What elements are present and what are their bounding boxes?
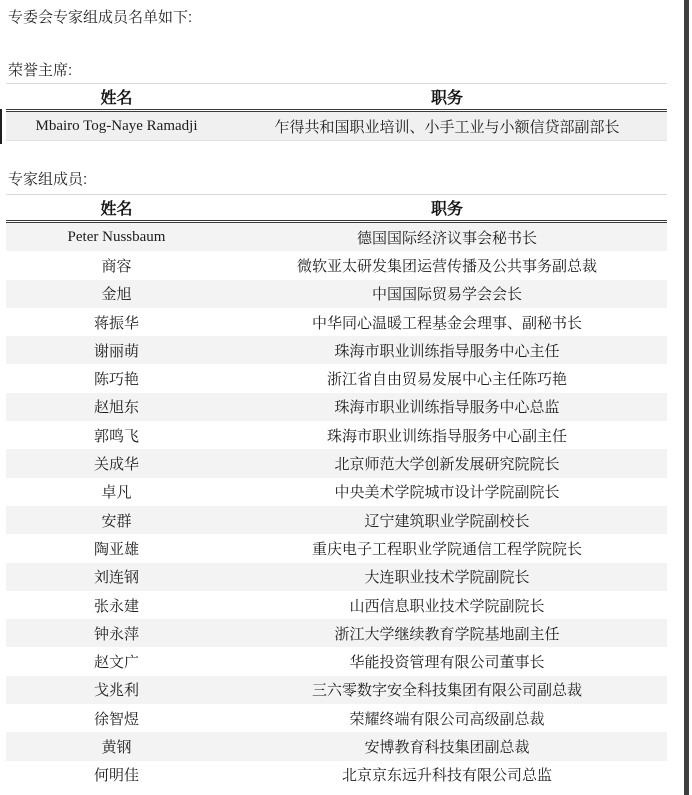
member-title: 浙江大学继续教育学院基地副主任 bbox=[334, 626, 560, 643]
member-name: Peter Nussbaum bbox=[67, 228, 166, 245]
member-name: 郭鸣飞 bbox=[93, 428, 139, 445]
table-row bbox=[6, 421, 667, 449]
table-row bbox=[6, 619, 667, 647]
table-row bbox=[6, 280, 667, 308]
table-body bbox=[6, 112, 667, 141]
member-name: 关成华 bbox=[93, 457, 139, 474]
table-row bbox=[6, 761, 667, 789]
member-name: 张永建 bbox=[93, 598, 139, 615]
member-name: 赵文广 bbox=[93, 655, 139, 672]
member-name: 蒋振华 bbox=[93, 315, 139, 332]
table-row bbox=[6, 591, 667, 619]
member-name: 陶亚雄 bbox=[93, 541, 139, 558]
member-title: 珠海市职业训练指导服务中心副主任 bbox=[326, 428, 567, 445]
member-title: 北京京东远升科技有限公司总监 bbox=[341, 768, 552, 785]
member-title: 中央美术学院城市设计学院副院长 bbox=[334, 485, 560, 502]
member-name: 卓凡 bbox=[101, 485, 132, 502]
table-row bbox=[6, 563, 667, 591]
table-row bbox=[6, 647, 667, 675]
member-title: 珠海市职业训练指导服务中心总监 bbox=[334, 400, 560, 417]
member-title: 荣耀终端有限公司高级副总裁 bbox=[349, 711, 545, 728]
left-edge-mark bbox=[0, 109, 2, 144]
member-name: Mbairo Tog-Naye Ramadji bbox=[35, 117, 198, 134]
table-row bbox=[6, 449, 667, 477]
member-name: 陈巧艳 bbox=[93, 372, 139, 389]
table-row bbox=[6, 534, 667, 562]
table-header-row bbox=[6, 84, 667, 109]
header-title: 职务 bbox=[430, 201, 463, 218]
member-title: 大连职业技术学院副院长 bbox=[364, 570, 530, 587]
member-name: 黄钢 bbox=[101, 739, 132, 756]
table-row bbox=[6, 364, 667, 392]
table-row bbox=[6, 308, 667, 336]
member-title: 重庆电子工程职业学院通信工程学院院长 bbox=[311, 541, 582, 558]
member-title: 德国国际经济议事会秘书长 bbox=[356, 230, 537, 247]
section-label-experts: 专家组成员: bbox=[8, 171, 88, 188]
member-title: 浙江省自由贸易发展中心主任陈巧艳 bbox=[326, 372, 567, 389]
table-row bbox=[6, 676, 667, 704]
member-title: 辽宁建筑职业学院副校长 bbox=[364, 513, 530, 530]
table-header-row bbox=[6, 195, 667, 220]
table-row bbox=[6, 704, 667, 732]
member-name: 戈兆利 bbox=[93, 683, 139, 700]
member-title: 安博教育科技集团副总裁 bbox=[364, 739, 530, 756]
header-title: 职务 bbox=[430, 90, 463, 107]
honorary-chair-table bbox=[6, 83, 667, 141]
expert-members-table bbox=[6, 194, 667, 789]
member-name: 钟永萍 bbox=[93, 626, 139, 643]
header-name: 姓名 bbox=[100, 90, 133, 107]
table-row bbox=[6, 478, 667, 506]
table-row bbox=[6, 732, 667, 760]
member-title: 珠海市职业训练指导服务中心主任 bbox=[334, 343, 560, 360]
table-row bbox=[6, 393, 667, 421]
table-row bbox=[6, 223, 667, 251]
member-title: 微软亚太研发集团运营传播及公共事务副总裁 bbox=[296, 258, 597, 275]
member-title: 华能投资管理有限公司董事长 bbox=[349, 655, 545, 672]
table-row bbox=[6, 112, 667, 141]
member-title: 山西信息职业技术学院副院长 bbox=[349, 598, 545, 615]
member-name: 何明佳 bbox=[93, 768, 139, 785]
member-name: 徐智煜 bbox=[93, 711, 139, 728]
intro-text: 专委会专家组成员名单如下: bbox=[8, 9, 193, 26]
member-name: 安群 bbox=[101, 513, 132, 530]
table-body bbox=[6, 223, 667, 789]
member-title: 中华同心温暖工程基金会理事、副秘书长 bbox=[311, 315, 582, 332]
member-title: 中国国际贸易学会会长 bbox=[371, 287, 522, 304]
header-name: 姓名 bbox=[100, 201, 133, 218]
member-title: 三六零数字安全科技集团有限公司副总裁 bbox=[311, 683, 582, 700]
member-name: 刘连钢 bbox=[93, 570, 139, 587]
section-label-honorary-chair: 荣誉主席: bbox=[8, 62, 73, 79]
table-row bbox=[6, 506, 667, 534]
member-name: 谢丽萌 bbox=[93, 343, 139, 360]
member-title: 北京师范大学创新发展研究院院长 bbox=[334, 457, 560, 474]
right-edge-border bbox=[684, 0, 689, 795]
member-name: 金旭 bbox=[101, 287, 132, 304]
member-name: 商容 bbox=[101, 258, 132, 275]
table-row bbox=[6, 251, 667, 279]
member-title: 乍得共和国职业培训、小手工业与小额信贷部副部长 bbox=[274, 119, 620, 136]
table-row bbox=[6, 336, 667, 364]
member-name: 赵旭东 bbox=[93, 400, 139, 417]
